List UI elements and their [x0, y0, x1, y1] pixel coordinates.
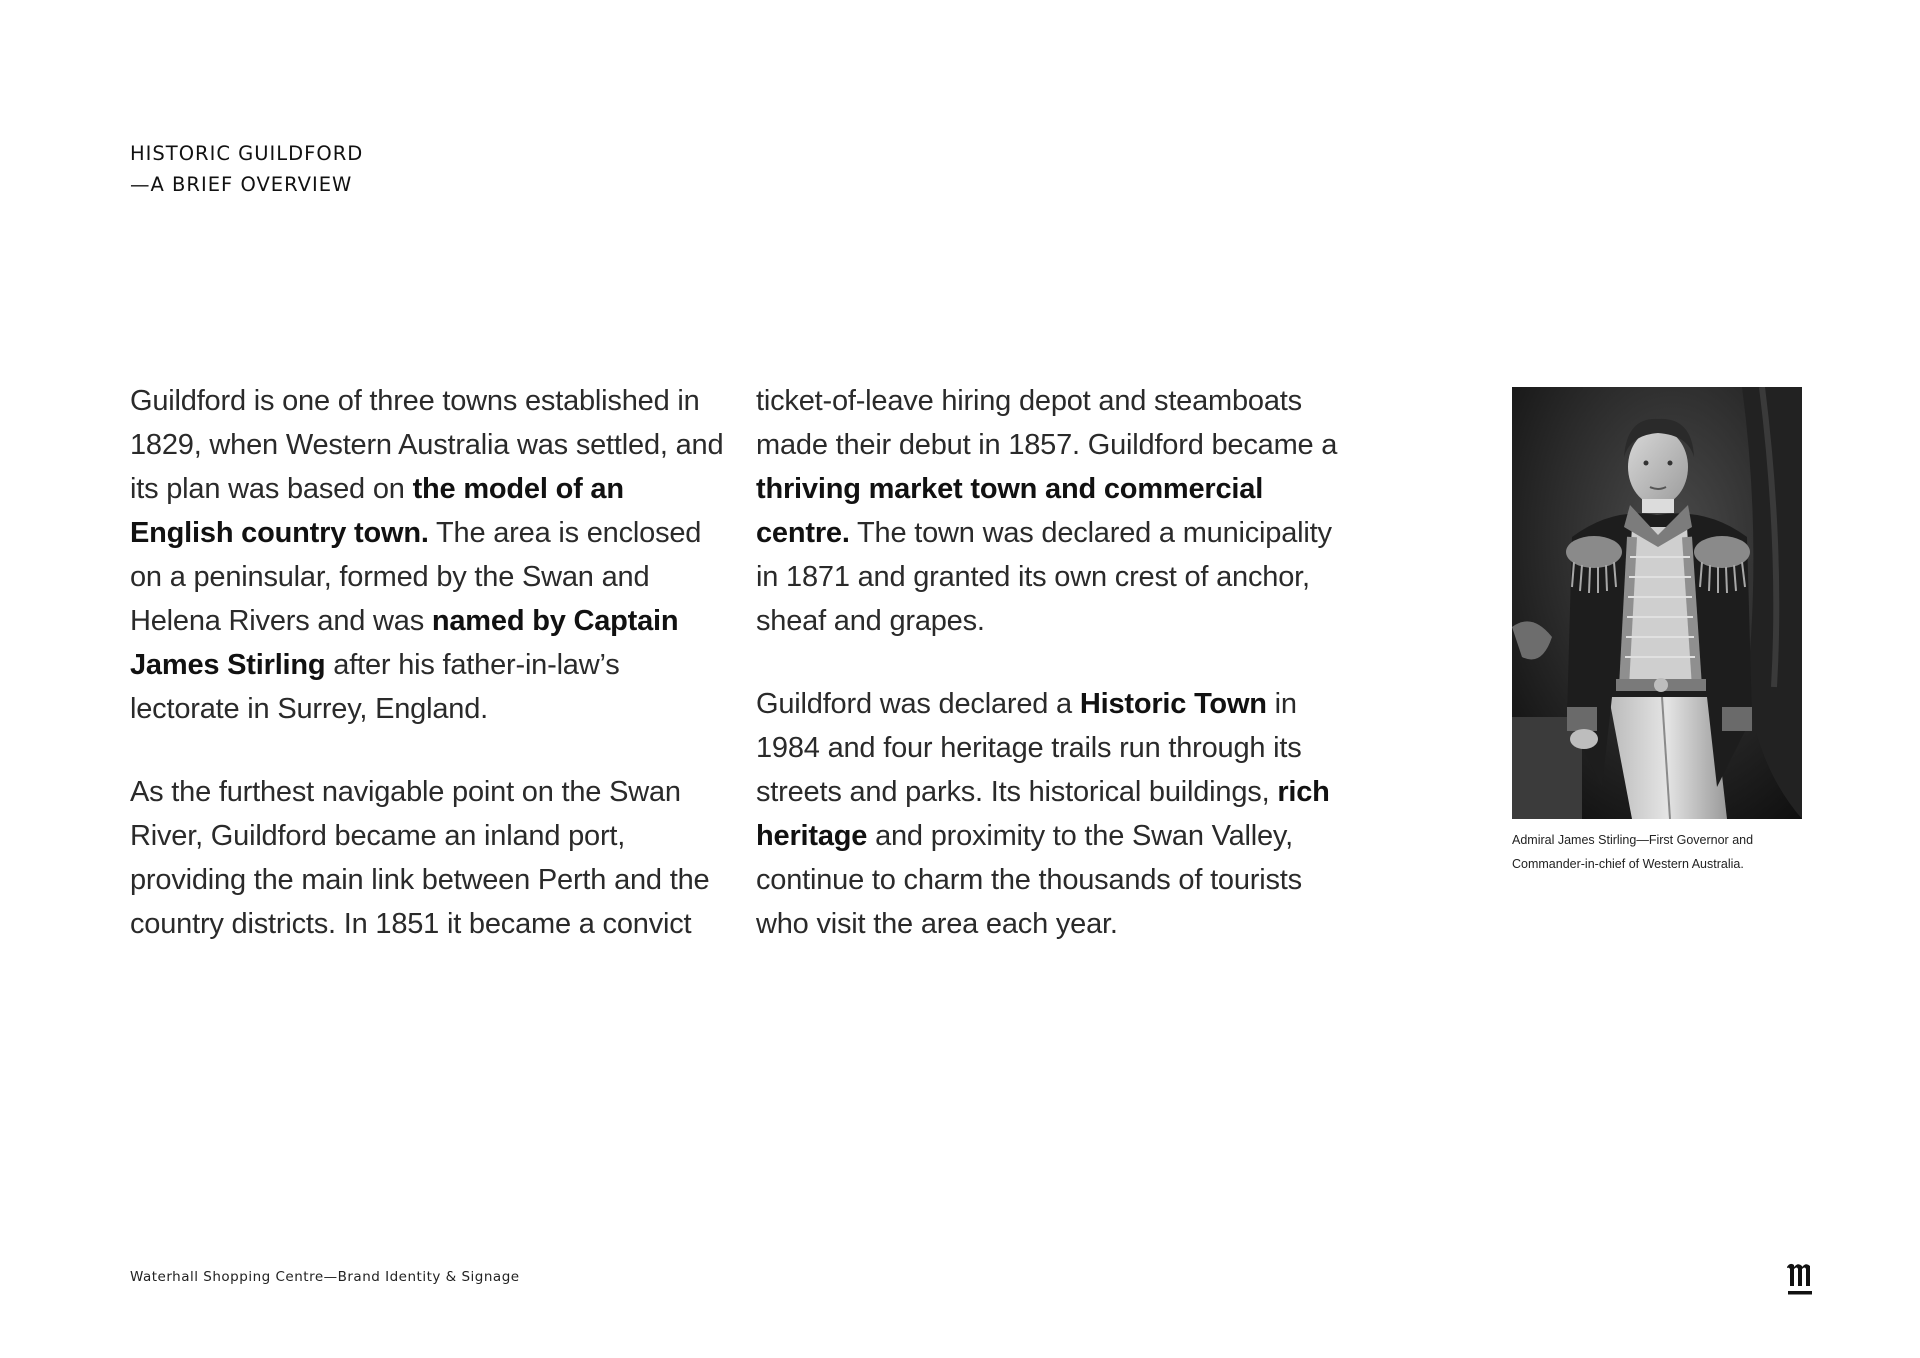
- paragraph: [756, 682, 1356, 946]
- caption-line-2: Commander-in-chief of Western Australia.: [1512, 857, 1744, 871]
- emphasis-text: Historic Town: [1079, 688, 1267, 720]
- body-text: after his father-in-law’s lectorate in Surrey, England.: [130, 649, 620, 725]
- paragraph: [130, 770, 730, 946]
- body-text: in 1984 and four heritage trails run through its streets and parks. Its historical buildings,: [756, 688, 1302, 808]
- heading-line-1: HISTORIC GUILDFORD: [130, 142, 364, 165]
- monogram-m-icon: [1786, 1258, 1814, 1298]
- body-text: ticket-of-leave hiring depot and steamboats made their debut in 1857. Guildford became a: [756, 385, 1338, 461]
- heading-line-2: —A BRIEF OVERVIEW: [130, 173, 353, 196]
- body-text: Guildford was declared a: [756, 688, 1080, 720]
- text-column-2: [756, 379, 1356, 985]
- text-column-1: [130, 379, 730, 985]
- body-text: Guildford is one of three towns established in 1829, when Western Australia was settled, and its plan was based on: [130, 385, 724, 505]
- emphasis-text: rich heritage: [756, 776, 1330, 852]
- footer-text: Waterhall Shopping Centre—Brand Identity & Signage: [130, 1269, 520, 1285]
- emphasis-text: thriving market town and commercial centre.: [756, 473, 1264, 549]
- portrait-caption: [1512, 828, 1812, 876]
- portrait-image: [1512, 387, 1802, 819]
- body-text: and proximity to the Swan Valley, continue to charm the thousands of tourists who visit the area each year.: [756, 820, 1302, 940]
- emphasis-text: the model of an English country town.: [130, 473, 624, 549]
- emphasis-text: named by Captain James Stirling: [130, 605, 679, 681]
- paragraph: [130, 379, 730, 731]
- body-text: As the furthest navigable point on the Swan River, Guildford became an inland port, providing the main link between Perth and the country districts. In 1851 it became a convict: [130, 776, 710, 940]
- body-text: The town was declared a municipality in 1871 and granted its own crest of anchor, sheaf and grapes.: [756, 517, 1332, 637]
- caption-line-1: Admiral James Stirling—First Governor and: [1512, 833, 1754, 847]
- body-text: The area is enclosed on a peninsular, formed by the Swan and Helena Rivers and was: [130, 517, 702, 637]
- paragraph: [756, 379, 1356, 643]
- page-heading: [130, 138, 363, 200]
